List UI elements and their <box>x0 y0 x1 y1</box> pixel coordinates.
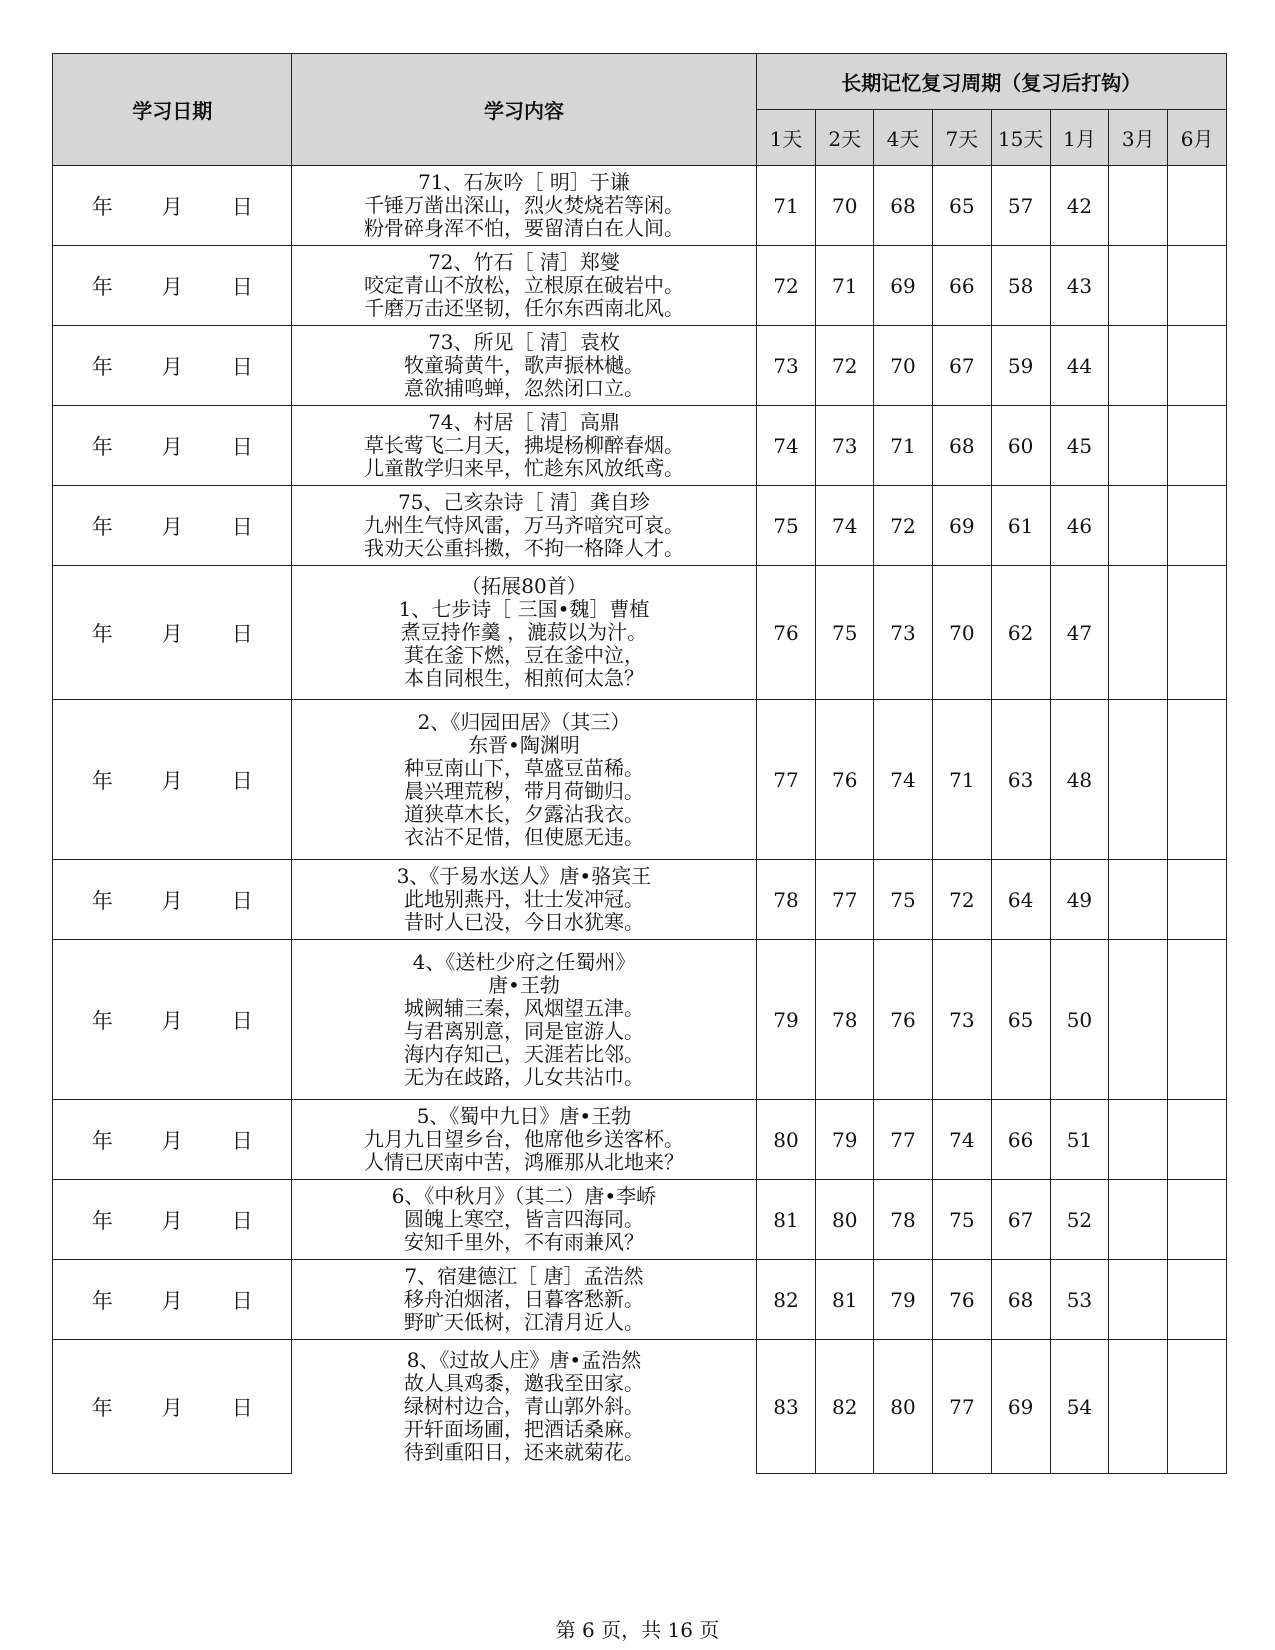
interval-header: 6月 <box>1168 110 1227 166</box>
review-check-cell[interactable]: 54 <box>1050 1340 1109 1474</box>
date-label-day: 日 <box>231 1395 253 1420</box>
poem-line: 绿树村边合，青山郭外斜。 <box>403 1394 644 1419</box>
review-check-cell[interactable] <box>1109 940 1168 1100</box>
poem-line: 野旷天低树，江清月近人。 <box>403 1310 644 1334</box>
study-content-cell <box>292 940 756 1100</box>
review-check-cell[interactable]: 78 <box>874 1180 933 1260</box>
date-label-year: 年 <box>91 1395 113 1420</box>
interval-header: 4天 <box>874 110 933 166</box>
table-row <box>53 486 1227 566</box>
review-check-cell[interactable]: 53 <box>1050 1260 1109 1340</box>
date-label-day: 日 <box>231 1208 253 1233</box>
poem-line: 7、宿建德江［ 唐］孟浩然 <box>404 1264 644 1288</box>
poem-line: 千锤万凿出深山，烈火焚烧若等闲。 <box>363 193 684 217</box>
date-label-year: 年 <box>91 888 113 913</box>
poem-line: 草长莺飞二月天，拂堤杨柳醉春烟。 <box>363 433 684 457</box>
date-label-month: 月 <box>161 434 183 459</box>
date-label-day: 日 <box>231 1128 253 1153</box>
poem-line: 74、村居［ 清］高鼎 <box>428 410 620 434</box>
review-check-cell[interactable]: 68 <box>932 406 991 486</box>
review-check-cell[interactable]: 45 <box>1050 406 1109 486</box>
date-label-year: 年 <box>91 1288 113 1313</box>
review-check-cell[interactable] <box>1109 1180 1168 1260</box>
content-column-header: 学习内容 <box>292 54 756 166</box>
study-date-cell[interactable] <box>53 406 292 486</box>
review-check-cell[interactable] <box>1168 406 1227 486</box>
study-date-cell[interactable] <box>53 1100 292 1180</box>
review-check-cell[interactable]: 47 <box>1050 566 1109 700</box>
review-check-cell[interactable]: 80 <box>756 1100 816 1180</box>
study-content-cell <box>292 566 756 700</box>
review-check-cell[interactable]: 60 <box>991 406 1050 486</box>
poem-line: 与君离别意，同是宦游人。 <box>403 1018 644 1043</box>
poem-line: 无为在歧路，儿女共沾巾。 <box>403 1064 644 1089</box>
date-label-year: 年 <box>91 194 113 219</box>
poem-line: 开轩面场圃，把酒话桑麻。 <box>403 1417 644 1442</box>
study-content-cell <box>292 860 756 940</box>
poem-line: 海内存知己，天涯若比邻。 <box>403 1041 644 1066</box>
poem-line: 1、七步诗［ 三国•魏］曹植 <box>398 597 650 621</box>
review-check-cell[interactable]: 52 <box>1050 1180 1109 1260</box>
date-label-day: 日 <box>231 514 253 539</box>
review-check-cell[interactable]: 74 <box>874 700 933 860</box>
date-label-day: 日 <box>231 1288 253 1313</box>
date-label-year: 年 <box>91 514 113 539</box>
table-row <box>53 406 1227 486</box>
review-check-cell[interactable]: 63 <box>991 700 1050 860</box>
review-check-cell[interactable]: 73 <box>932 940 991 1100</box>
date-label-month: 月 <box>161 1128 183 1153</box>
review-schedule-table <box>52 53 1227 1474</box>
poem-line: 煮豆持作羹 ，漉菽以为汁。 <box>400 620 648 644</box>
study-date-cell[interactable] <box>53 940 292 1100</box>
review-check-cell[interactable]: 74 <box>756 406 816 486</box>
date-label-day: 日 <box>231 1008 253 1033</box>
review-check-cell[interactable]: 71 <box>932 700 991 860</box>
date-label-year: 年 <box>91 354 113 379</box>
study-content-cell <box>292 246 756 326</box>
poem-line: 衣沾不足惜，但使愿无违。 <box>403 824 644 849</box>
poem-line: 昔时人已没，今日水犹寒。 <box>403 910 644 934</box>
study-content-cell <box>292 1260 756 1340</box>
review-check-cell[interactable]: 62 <box>991 566 1050 700</box>
study-content-cell <box>292 166 756 246</box>
date-label-month: 月 <box>161 1288 183 1313</box>
date-label-month: 月 <box>161 354 183 379</box>
poem-line: 人情已厌南中苦，鸿雁那从北地来？ <box>363 1150 684 1174</box>
review-check-cell[interactable] <box>1109 566 1168 700</box>
date-label-day: 日 <box>231 194 253 219</box>
review-check-cell[interactable]: 70 <box>932 566 991 700</box>
study-content-cell <box>292 406 756 486</box>
review-check-cell[interactable]: 58 <box>991 246 1050 326</box>
poem-line: 我劝天公重抖擞，不拘一格降人才。 <box>363 536 684 560</box>
poem-line: 6、《中秋月》（其二）唐•李峤 <box>391 1184 657 1208</box>
study-content-cell <box>292 326 756 406</box>
poem-line: 东晋•陶渊明 <box>468 732 580 757</box>
date-label-day: 日 <box>231 888 253 913</box>
review-check-cell[interactable]: 70 <box>874 326 933 406</box>
poem-line: 儿童散学归来早，忙趁东风放纸鸢。 <box>363 456 684 480</box>
poem-line: 本自同根生，相煎何太急？ <box>403 666 644 690</box>
review-check-cell[interactable]: 81 <box>756 1180 816 1260</box>
poem-line: 73、所见［ 清］袁枚 <box>428 330 620 354</box>
table-row <box>53 246 1227 326</box>
study-content-cell <box>292 1340 756 1474</box>
review-check-cell[interactable]: 71 <box>756 166 816 246</box>
poem-line: 此地别燕丹，壮士发冲冠。 <box>403 887 644 911</box>
review-check-cell[interactable] <box>1168 486 1227 566</box>
review-check-cell[interactable] <box>1168 166 1227 246</box>
interval-header: 7天 <box>932 110 991 166</box>
page-footer: 第 6 页，共 16 页 <box>555 1618 720 1642</box>
poem-line: 3、《于易水送人》唐•骆宾王 <box>396 864 652 888</box>
review-check-cell[interactable]: 77 <box>756 700 816 860</box>
review-check-cell[interactable] <box>1109 700 1168 860</box>
review-check-cell[interactable]: 65 <box>991 940 1050 1100</box>
table-row <box>53 1260 1227 1340</box>
date-label-month: 月 <box>161 621 183 646</box>
review-check-cell[interactable]: 79 <box>756 940 816 1100</box>
poem-line: 粉骨碎身浑不怕，要留清白在人间。 <box>363 216 684 240</box>
interval-header: 1月 <box>1050 110 1109 166</box>
review-check-cell[interactable]: 73 <box>874 566 933 700</box>
review-check-cell[interactable]: 79 <box>816 1100 874 1180</box>
study-content-cell <box>292 486 756 566</box>
review-check-cell[interactable] <box>1109 1340 1168 1474</box>
poem-line: 安知千里外，不有雨兼风？ <box>403 1230 644 1254</box>
review-check-cell[interactable]: 78 <box>816 940 874 1100</box>
review-check-cell[interactable] <box>1168 1100 1227 1180</box>
review-check-cell[interactable] <box>1109 1100 1168 1180</box>
table-row <box>53 166 1227 246</box>
date-label-year: 年 <box>91 768 113 793</box>
table-row <box>53 1100 1227 1180</box>
review-check-cell[interactable]: 71 <box>816 246 874 326</box>
review-period-header: 长期记忆复习周期（复习后打钩） <box>756 54 1226 110</box>
poem-line: 九州生气恃风雷，万马齐喑究可哀。 <box>363 513 684 537</box>
table-row <box>53 860 1227 940</box>
review-check-cell[interactable]: 76 <box>932 1260 991 1340</box>
study-date-cell[interactable] <box>53 566 292 700</box>
poem-line: 种豆南山下，草盛豆苗稀。 <box>403 755 644 780</box>
review-check-cell[interactable]: 69 <box>932 486 991 566</box>
review-check-cell[interactable]: 64 <box>991 860 1050 940</box>
review-check-cell[interactable]: 67 <box>991 1180 1050 1260</box>
review-check-cell[interactable]: 77 <box>874 1100 933 1180</box>
review-check-cell[interactable] <box>1168 860 1227 940</box>
interval-header: 2天 <box>816 110 874 166</box>
date-label-day: 日 <box>231 621 253 646</box>
date-label-year: 年 <box>91 621 113 646</box>
review-check-cell[interactable]: 49 <box>1050 860 1109 940</box>
date-label-year: 年 <box>91 1008 113 1033</box>
study-date-cell[interactable] <box>53 246 292 326</box>
study-date-cell[interactable] <box>53 166 292 246</box>
review-check-cell[interactable] <box>1168 700 1227 860</box>
table-row <box>53 1180 1227 1260</box>
date-label-day: 日 <box>231 434 253 459</box>
review-check-cell[interactable]: 51 <box>1050 1100 1109 1180</box>
review-check-cell[interactable] <box>1109 406 1168 486</box>
review-check-cell[interactable]: 82 <box>756 1260 816 1340</box>
study-date-cell[interactable] <box>53 486 292 566</box>
date-label-day: 日 <box>231 768 253 793</box>
date-label-month: 月 <box>161 1008 183 1033</box>
review-check-cell[interactable]: 72 <box>932 860 991 940</box>
review-check-cell[interactable]: 79 <box>874 1260 933 1340</box>
study-date-cell[interactable] <box>53 326 292 406</box>
review-check-cell[interactable] <box>1168 326 1227 406</box>
study-content-cell <box>292 1180 756 1260</box>
poem-line: 待到重阳日，还来就菊花。 <box>403 1440 644 1465</box>
poem-line: （拓展80首） <box>461 574 587 598</box>
review-check-cell[interactable]: 74 <box>816 486 874 566</box>
review-check-cell[interactable] <box>1168 1340 1227 1474</box>
poem-line: 道狭草木长，夕露沾我衣。 <box>403 801 644 826</box>
review-check-cell[interactable]: 81 <box>816 1260 874 1340</box>
date-column-header: 学习日期 <box>53 54 292 166</box>
date-label-month: 月 <box>161 194 183 219</box>
date-label-year: 年 <box>91 1128 113 1153</box>
review-check-cell[interactable]: 46 <box>1050 486 1109 566</box>
review-check-cell[interactable]: 75 <box>756 486 816 566</box>
review-check-cell[interactable]: 72 <box>756 246 816 326</box>
review-check-cell[interactable]: 82 <box>816 1340 874 1474</box>
review-check-cell[interactable] <box>1109 860 1168 940</box>
review-check-cell[interactable]: 43 <box>1050 246 1109 326</box>
study-date-cell[interactable] <box>53 700 292 860</box>
review-check-cell[interactable]: 72 <box>816 326 874 406</box>
poem-line: 城阙辅三秦，风烟望五津。 <box>403 995 644 1020</box>
review-check-cell[interactable] <box>1168 566 1227 700</box>
review-check-cell[interactable]: 57 <box>991 166 1050 246</box>
review-check-cell[interactable]: 69 <box>874 246 933 326</box>
study-date-cell[interactable] <box>53 1180 292 1260</box>
study-date-cell[interactable] <box>53 860 292 940</box>
review-check-cell[interactable]: 71 <box>874 406 933 486</box>
interval-header: 3月 <box>1109 110 1168 166</box>
interval-header: 1天 <box>756 110 816 166</box>
review-check-cell[interactable] <box>1168 940 1227 1100</box>
date-label-year: 年 <box>91 434 113 459</box>
review-check-cell[interactable]: 67 <box>932 326 991 406</box>
review-check-cell[interactable]: 76 <box>874 940 933 1100</box>
review-check-cell[interactable]: 77 <box>816 860 874 940</box>
poem-line: 萁在釜下燃，豆在釜中泣， <box>403 643 644 667</box>
review-check-cell[interactable] <box>1109 486 1168 566</box>
poem-line: 故人具鸡黍，邀我至田家。 <box>403 1371 644 1396</box>
poem-line: 九月九日望乡台，他席他乡送客杯。 <box>363 1127 684 1151</box>
study-content-cell <box>292 700 756 860</box>
table-row <box>53 940 1227 1100</box>
date-label-month: 月 <box>161 274 183 299</box>
review-check-cell[interactable]: 44 <box>1050 326 1109 406</box>
review-check-cell[interactable] <box>1109 166 1168 246</box>
poem-line: 牧童骑黄牛，歌声振林樾。 <box>403 353 644 377</box>
review-check-cell[interactable]: 48 <box>1050 700 1109 860</box>
review-check-cell[interactable]: 75 <box>874 860 933 940</box>
table-row <box>53 700 1227 860</box>
date-label-year: 年 <box>91 1208 113 1233</box>
poem-line: 72、竹石［ 清］郑燮 <box>428 250 620 274</box>
poem-line: 圆魄上寒空，皆言四海同。 <box>403 1207 644 1231</box>
review-check-cell[interactable]: 72 <box>874 486 933 566</box>
date-label-month: 月 <box>161 768 183 793</box>
review-check-cell[interactable] <box>1168 1260 1227 1340</box>
study-date-cell[interactable] <box>53 1340 292 1474</box>
review-check-cell[interactable]: 59 <box>991 326 1050 406</box>
poem-line: 4、《送杜少府之任蜀州》 <box>412 949 636 974</box>
review-check-cell[interactable] <box>1168 246 1227 326</box>
date-label-year: 年 <box>91 274 113 299</box>
review-check-cell[interactable]: 50 <box>1050 940 1109 1100</box>
review-check-cell[interactable]: 80 <box>816 1180 874 1260</box>
review-check-cell[interactable]: 78 <box>756 860 816 940</box>
review-check-cell[interactable]: 75 <box>816 566 874 700</box>
review-check-cell[interactable] <box>1109 326 1168 406</box>
poem-line: 5、《蜀中九日》唐•王勃 <box>416 1104 632 1128</box>
review-check-cell[interactable]: 69 <box>991 1340 1050 1474</box>
review-check-cell[interactable]: 68 <box>874 166 933 246</box>
date-label-day: 日 <box>231 274 253 299</box>
table-row <box>53 566 1227 700</box>
review-check-cell[interactable]: 74 <box>932 1100 991 1180</box>
study-content-cell <box>292 1100 756 1180</box>
poem-line: 晨兴理荒秽，带月荷锄归。 <box>403 778 644 803</box>
poem-line: 意欲捕鸣蝉，忽然闭口立。 <box>403 376 644 400</box>
poem-line: 71、石灰吟［ 明］于谦 <box>418 170 630 194</box>
poem-line: 千磨万击还坚韧，任尔东西南北风。 <box>363 296 684 320</box>
review-check-cell[interactable]: 66 <box>932 246 991 326</box>
date-label-month: 月 <box>161 888 183 913</box>
table-row <box>53 326 1227 406</box>
study-date-cell[interactable] <box>53 1260 292 1340</box>
poem-line: 75、己亥杂诗［ 清］龚自珍 <box>398 490 650 514</box>
review-check-cell[interactable]: 61 <box>991 486 1050 566</box>
poem-line: 咬定青山不放松，立根原在破岩中。 <box>363 273 684 297</box>
poem-line: 8、《过故人庄》唐•孟浩然 <box>406 1348 642 1373</box>
poem-line: 移舟泊烟渚，日暮客愁新。 <box>403 1287 644 1311</box>
review-check-cell[interactable]: 68 <box>991 1260 1050 1340</box>
review-check-cell[interactable]: 66 <box>991 1100 1050 1180</box>
review-check-cell[interactable]: 76 <box>756 566 816 700</box>
review-check-cell[interactable]: 80 <box>874 1340 933 1474</box>
table-row <box>53 1340 1227 1474</box>
review-check-cell[interactable]: 42 <box>1050 166 1109 246</box>
review-check-cell[interactable]: 73 <box>816 406 874 486</box>
review-check-cell[interactable]: 65 <box>932 166 991 246</box>
review-check-cell[interactable]: 75 <box>932 1180 991 1260</box>
date-label-day: 日 <box>231 354 253 379</box>
interval-header: 15天 <box>991 110 1050 166</box>
review-check-cell[interactable] <box>1168 1180 1227 1260</box>
date-label-month: 月 <box>161 514 183 539</box>
poem-line: 2、《归园田居》（其三） <box>417 709 631 734</box>
review-check-cell[interactable] <box>1109 246 1168 326</box>
review-check-cell[interactable]: 73 <box>756 326 816 406</box>
review-check-cell[interactable]: 83 <box>756 1340 816 1474</box>
review-check-cell[interactable]: 76 <box>816 700 874 860</box>
review-check-cell[interactable] <box>1109 1260 1168 1340</box>
review-check-cell[interactable]: 70 <box>816 166 874 246</box>
date-label-month: 月 <box>161 1208 183 1233</box>
date-label-month: 月 <box>161 1395 183 1420</box>
review-check-cell[interactable]: 77 <box>932 1340 991 1474</box>
poem-line: 唐•王勃 <box>488 972 560 997</box>
